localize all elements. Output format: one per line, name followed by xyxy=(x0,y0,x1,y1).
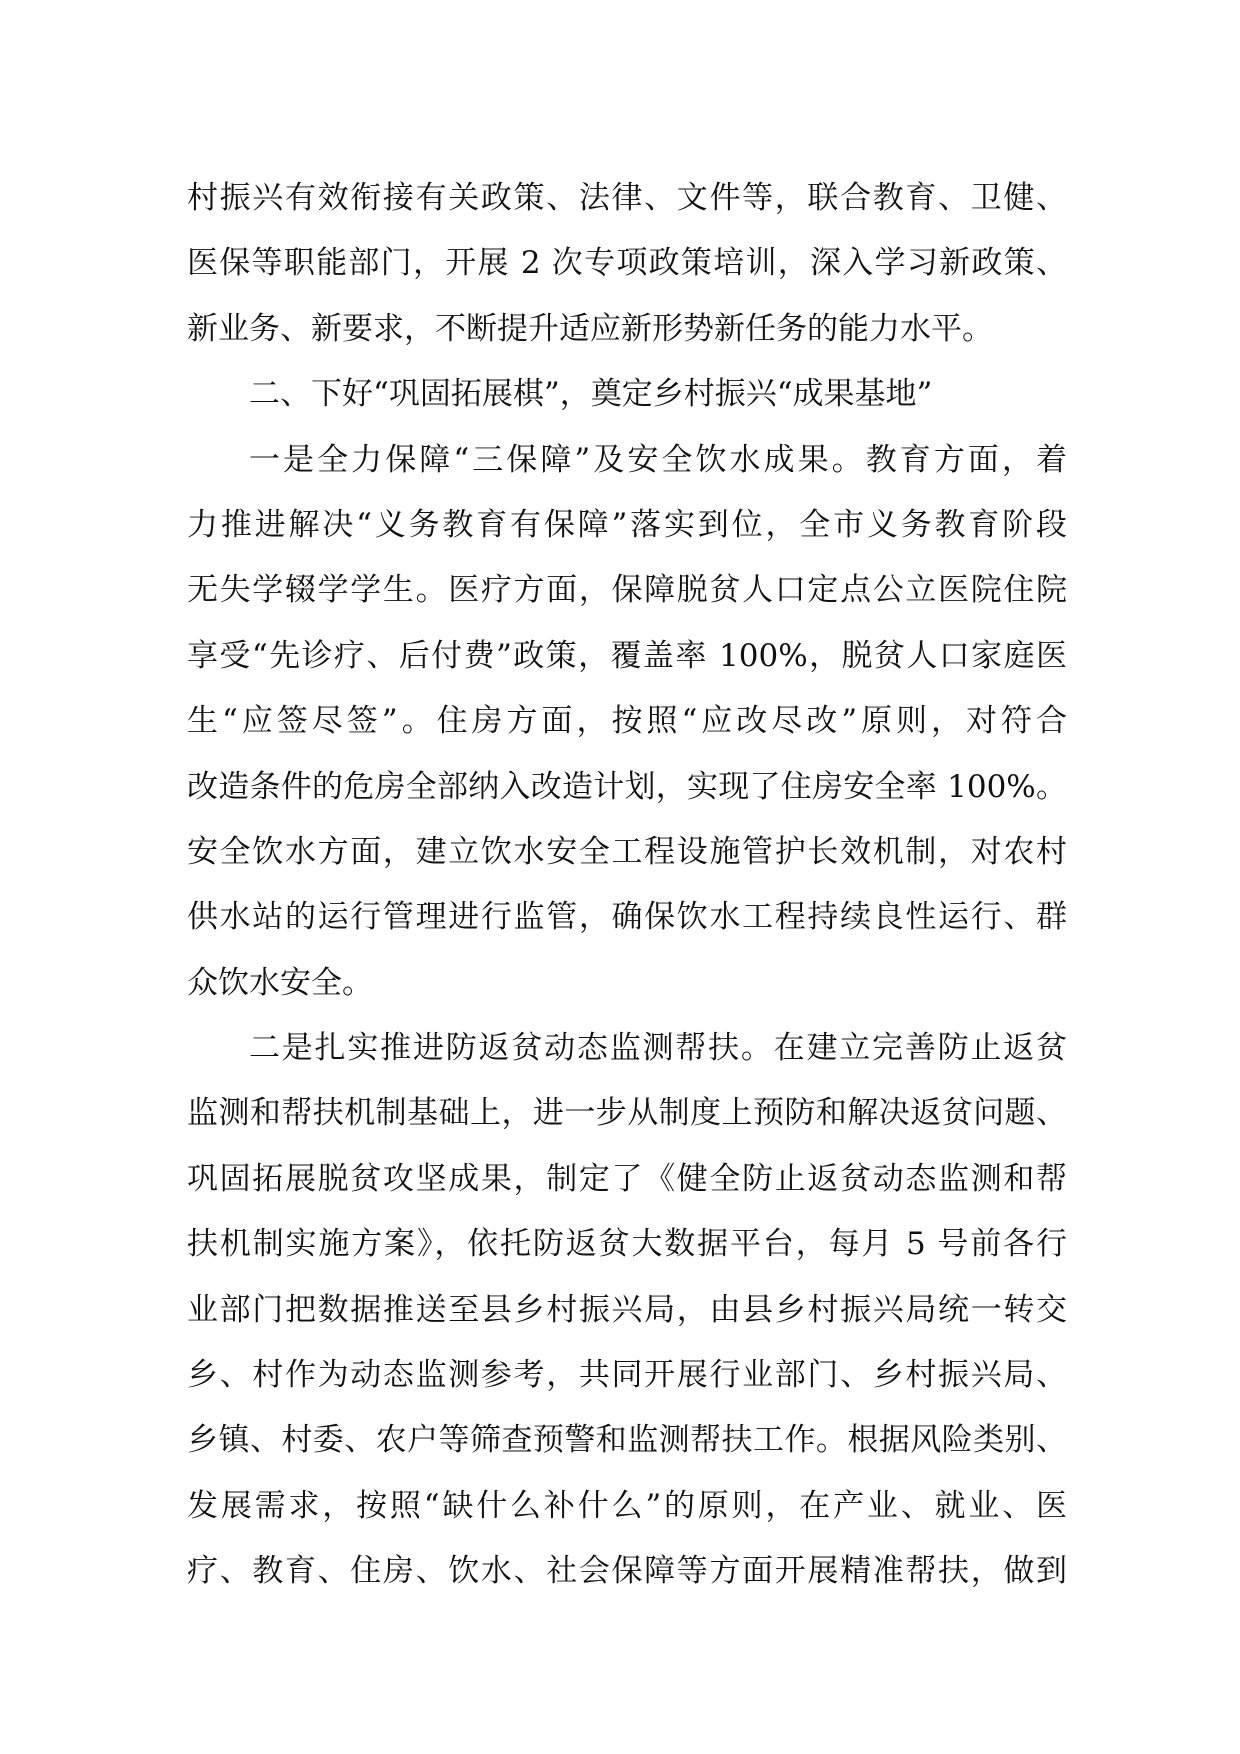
text-line: 医保等职能部门，开展 2 次专项政策培训，深入学习新政策、 xyxy=(187,245,1067,282)
text-line: 监测和帮扶机制基础上，进一步从制度上预防和解决返贫问题、 xyxy=(187,1095,1067,1132)
text-line: 乡、村作为动态监测参考，共同开展行业部门、乡村振兴局、 xyxy=(187,1357,1067,1394)
text-line: 供水站的运行管理进行监管，确保饮水工程持续良性运行、群 xyxy=(187,899,1067,936)
text-line: 新业务、新要求，不断提升适应新形势新任务的能力水平。 xyxy=(187,310,993,347)
text-line: 力推进解决“义务教育有保障”落实到位，全市义务教育阶段 xyxy=(187,506,1067,543)
text-line: 众饮水安全。 xyxy=(187,964,373,1001)
section-heading: 二、下好“巩固拓展棋”，奠定乡村振兴“成果基地” xyxy=(249,376,933,413)
text-line: 享受“先诊疗、后付费”政策，覆盖率 100%，脱贫人口家庭医 xyxy=(187,637,1067,674)
text-line: 巩固拓展脱贫攻坚成果，制定了《健全防止返贫动态监测和帮 xyxy=(187,1160,1067,1197)
text-line: 二是扎实推进防返贫动态监测帮扶。在建立完善防止返贫 xyxy=(249,1030,1067,1067)
text-line: 村振兴有效衔接有关政策、法律、文件等，联合教育、卫健、 xyxy=(187,180,1067,216)
text-line: 生“应签尽签”。住房方面，按照“应改尽改”原则，对符合 xyxy=(187,703,1067,740)
text-line: 无失学辍学学生。医疗方面，保障脱贫人口定点公立医院住院 xyxy=(187,572,1067,609)
text-line: 安全饮水方面，建立饮水安全工程设施管护长效机制，对农村 xyxy=(187,833,1067,870)
text-line: 发展需求，按照“缺什么补什么”的原则，在产业、就业、医 xyxy=(187,1487,1067,1524)
text-line: 乡镇、村委、农户等筛查预警和监测帮扶工作。根据风险类别、 xyxy=(187,1422,1067,1459)
text-line: 疗、教育、住房、饮水、社会保障等方面开展精准帮扶，做到 xyxy=(187,1553,1067,1590)
text-line: 扶机制实施方案》，依托防返贫大数据平台，每月 5 号前各行 xyxy=(187,1226,1067,1263)
text-line: 业部门把数据推送至县乡村振兴局，由县乡村振兴局统一转交 xyxy=(187,1291,1067,1328)
text-line: 改造条件的危房全部纳入改造计划，实现了住房安全率 100%。 xyxy=(187,768,1067,805)
text-line: 一是全力保障“三保障”及安全饮水成果。教育方面，着 xyxy=(249,441,1067,478)
document-body xyxy=(187,166,1067,1605)
